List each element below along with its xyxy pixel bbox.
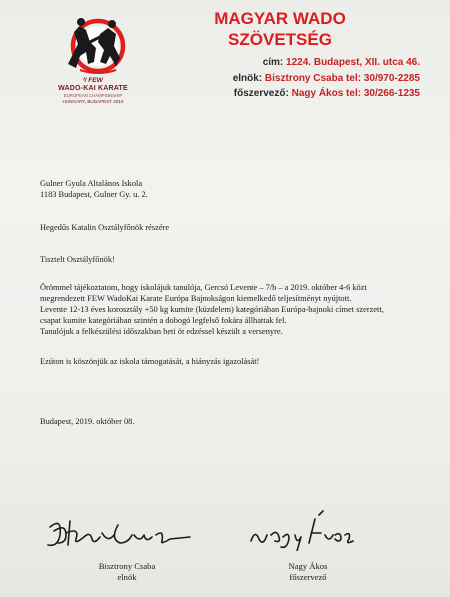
body-line: Örömmel tájékoztatom, hogy iskolájuk tanulója, Gercsó Levente – 7/b – a 2019. október 4-6 közt bbox=[40, 283, 367, 292]
org-name-line1: MAGYAR WADO bbox=[214, 9, 346, 28]
signatory-name-organizer: Nagy Ákos bbox=[288, 561, 328, 571]
contact-block bbox=[120, 55, 420, 102]
organization-name bbox=[180, 8, 380, 50]
signatory-name-president: Bisztrony Csaba bbox=[98, 561, 156, 571]
salutation: Tisztelt Osztályfőnök! bbox=[40, 255, 115, 264]
logo-few-text: ᶠ/ FEW bbox=[83, 77, 103, 84]
body-line: megrendezett FEW WadoKai Karate Európa Bajnokságon kiemelkedő teljesítményt nyújtott. bbox=[40, 293, 352, 303]
organizer-line bbox=[120, 86, 420, 102]
attention-line: Hegedűs Katalin Osztályfőnök részére bbox=[40, 223, 170, 232]
signature-bisztrony-csaba bbox=[40, 513, 200, 555]
recipient-school: Gulner Gyula Altalános Iskola bbox=[40, 179, 143, 188]
signature-nagy-akos bbox=[245, 505, 365, 551]
address-line bbox=[120, 55, 420, 71]
recipient-address: 1183 Budapest, Gulner Gy. u. 2. bbox=[40, 190, 148, 199]
thanks-line: Ezúton is köszönjük az iskola támogatását, a hiányzás igazolását! bbox=[40, 357, 260, 366]
body-line: Levente 12-13 éves korosztály +50 kg kumite (küzdelem) kategóriában Európa-bajnoki címet szerzett, bbox=[40, 304, 384, 314]
organizer-label: főszervező: bbox=[233, 88, 289, 99]
body-line: Tanulójuk a felkészülési időszakban heti öt edzéssel készült a versenyre. bbox=[40, 326, 283, 336]
address-label: cím: bbox=[262, 57, 284, 68]
address-value: 1224. Budapest, XII. utca 46. bbox=[286, 57, 420, 68]
body-line: csapat kumite kategóriában szintén a dobogó legfelső fokára állhattak fel. bbox=[40, 315, 287, 325]
president-value: Bisztrony Csaba tel: 30/970-2285 bbox=[264, 72, 420, 84]
president-line bbox=[120, 71, 420, 87]
signatory-title-organizer: főszervező bbox=[289, 572, 327, 582]
letter-date: Budapest, 2019. október 08. bbox=[40, 417, 135, 426]
letter-body bbox=[40, 283, 400, 338]
signatory-title-president: elnök bbox=[117, 572, 137, 582]
logo-location-text: HUNGARY, BUDAPEST 2019 bbox=[62, 99, 124, 104]
organizer-value: Nagy Ákos tel: 30/266-1235 bbox=[291, 88, 420, 99]
logo-championship-text: EUROPEAN CHAMPIONSHIP bbox=[63, 93, 123, 98]
logo-wado-kai-text: WADO-KAI KARATE bbox=[58, 85, 128, 92]
org-name-line2: SZÖVETSÉG bbox=[228, 30, 332, 49]
president-label: elnök: bbox=[232, 72, 263, 84]
